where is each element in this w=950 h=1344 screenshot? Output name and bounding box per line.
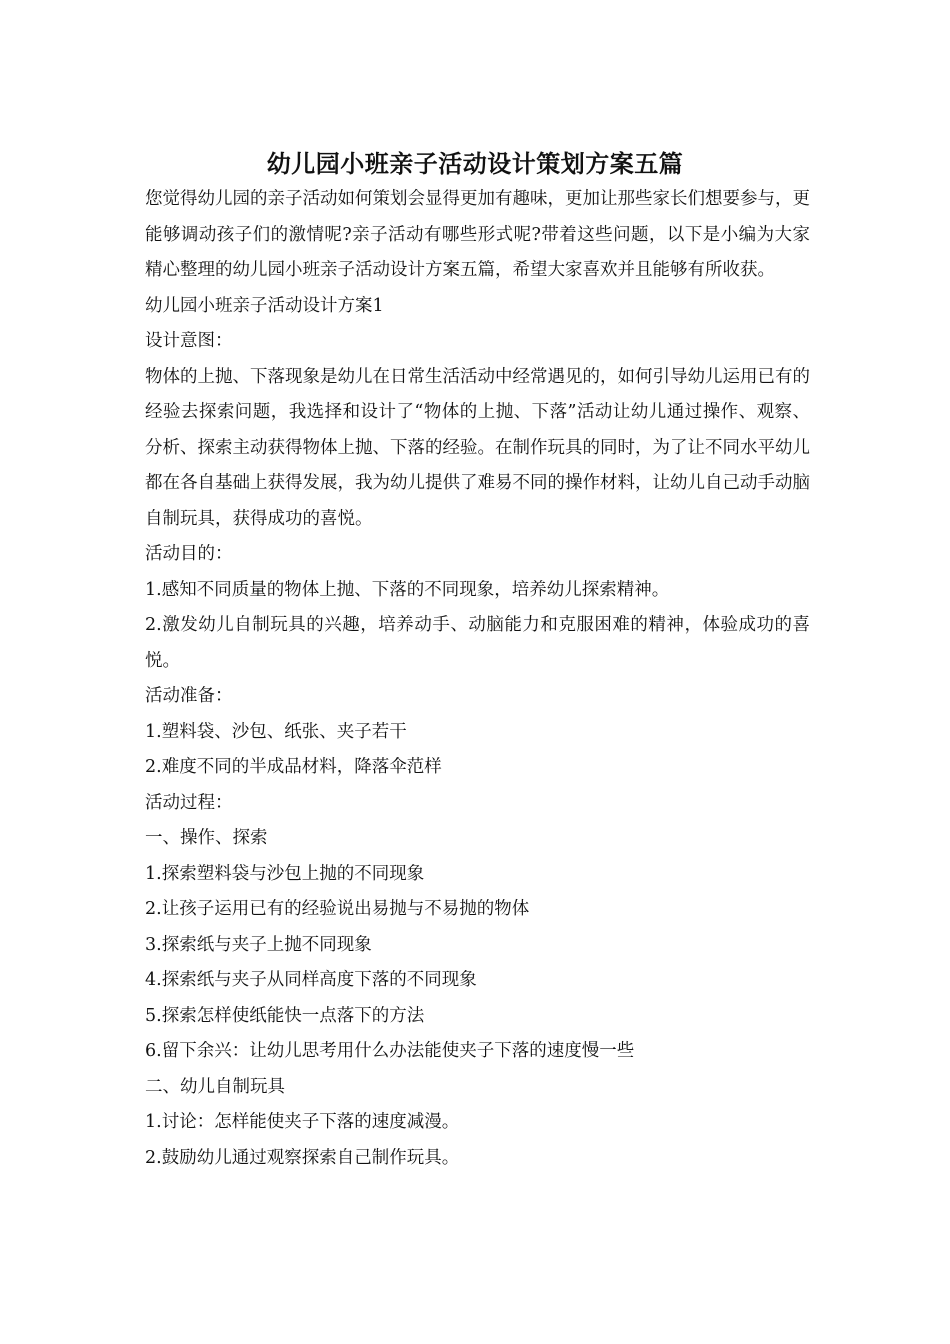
process-step-heading-2: 二、幼儿自制玩具 [145,1076,285,1097]
goal-item-2: 2.激发幼儿自制玩具的兴趣，培养动手、动脑能力和克服困难的精神，体验成功的喜悦。 [145,615,810,671]
section-heading-plan-1: 幼儿园小班亲子活动设计方案1 [145,295,384,316]
design-intent-label: 设计意图： [145,331,233,351]
process-item: 3.探索纸与夹子上抛不同现象 [145,934,372,955]
process-item: 4.探索纸与夹子从同样高度下落的不同现象 [145,970,477,990]
intro-paragraph: 您觉得幼儿园的亲子活动如何策划会显得更加有趣味，更加让那些家长们想要参与，更能够调动孩子们的激情呢?亲子活动有哪些形式呢?带着这些问题，以下是小编为大家精心整理的幼儿园小班亲子活动设计方案五篇，希望大家喜欢并且能够有所收获。 [145,189,810,280]
goal-item-1: 1.感知不同质量的物体上抛、下落的不同现象，培养幼儿探索精神。 [145,579,670,600]
process-item: 1.讨论：怎样能使夹子下落的速度减漫。 [145,1112,460,1132]
document-body [145,182,810,1176]
preparation-item-2: 2.难度不同的半成品材料，降落伞范样 [145,757,442,777]
activity-goal-label: 活动目的： [145,544,233,564]
process-step-heading-1: 一、操作、探索 [145,828,268,848]
design-intent-paragraph: 物体的上抛、下落现象是幼儿在日常生活活动中经常遇见的，如何引导幼儿运用已有的经验去探索问题，我选择和设计了“物体的上抛、下落”活动让幼儿通过操作、观察、分析、探索主动获得物体上抛、下落的经验。在制作玩具的同时，为了让不同水平幼儿都在各自基础上获得发展，我为幼儿提供了难易不同的操作材料，让幼儿自己动手动脑自制玩具，获得成功的喜悦。 [145,366,810,529]
preparation-label: 活动准备： [145,686,233,706]
process-item: 6.留下余兴：让幼儿思考用什么办法能使夹子下落的速度慢一些 [145,1041,635,1061]
process-item: 1.探索塑料袋与沙包上抛的不同现象 [145,863,425,884]
process-item: 5.探索怎样使纸能快一点落下的方法 [145,1005,425,1026]
process-label: 活动过程： [145,792,233,813]
process-item: 2.鼓励幼儿通过观察探索自己制作玩具。 [145,1147,460,1168]
preparation-item-1: 1.塑料袋、沙包、纸张、夹子若干 [145,721,407,742]
process-item: 2.让孩子运用已有的经验说出易抛与不易抛的物体 [145,899,530,919]
document-title: 幼儿园小班亲子活动设计策划方案五篇 [266,149,684,179]
